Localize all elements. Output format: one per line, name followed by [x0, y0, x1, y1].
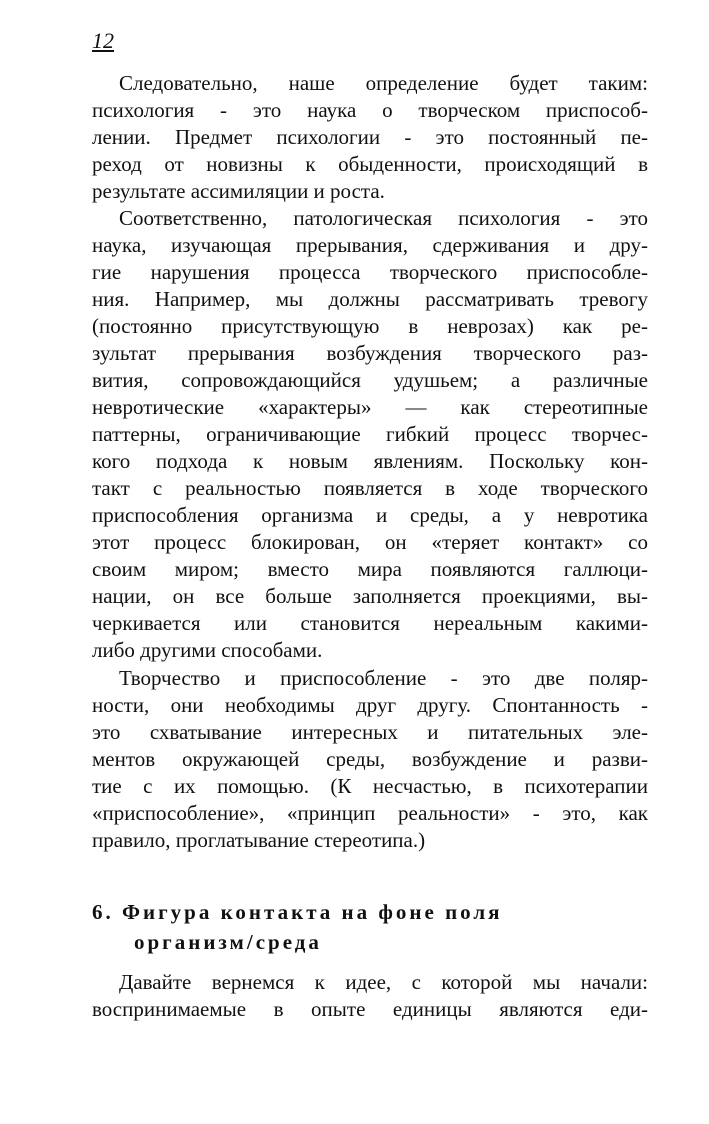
text-line: Соответственно, патологическая психология - это	[119, 206, 648, 230]
text-line: зультат прерывания возбуждения творческого раз-	[92, 341, 648, 365]
text-line: черкивается или становится нереальным какими-	[92, 611, 648, 635]
text-line: вития, сопровождающийся удушьем; а различные	[92, 368, 648, 392]
text-line: этот процесс блокирован, он «теряет контакт» со	[92, 530, 648, 554]
paragraph-1	[92, 70, 648, 205]
page-number: 12	[92, 28, 114, 53]
text-line: тие с их помощью. (К несчастью, в психотерапии	[92, 774, 648, 798]
paragraph-3	[92, 665, 648, 854]
text-line: кого подхода к новым явлениям. Поскольку кон-	[92, 449, 648, 473]
section-heading	[92, 897, 648, 957]
paragraph-2	[92, 205, 648, 664]
text-line: результате ассимиляции и роста.	[92, 179, 385, 203]
text-line: гие нарушения процесса творческого приспособле-	[92, 260, 648, 284]
text-line: приспособления организма и среды, а у невротика	[92, 503, 648, 527]
text-line: ментов окружающей среды, возбуждение и разви-	[92, 747, 648, 771]
text-line: паттерны, ограничивающие гибкий процесс творчес-	[92, 422, 648, 446]
text-line: ния. Например, мы должны рассматривать тревогу	[92, 287, 648, 311]
section-heading-line: организм/среда	[134, 930, 322, 954]
text-line: это схватывание интересных и питательных эле-	[92, 720, 648, 744]
text-line: воспринимаемые в опыте единицы являются еди-	[92, 997, 648, 1021]
text-line: Давайте вернемся к идее, с которой мы начали:	[119, 970, 648, 994]
paragraph-4	[92, 969, 648, 1023]
text-line: Следовательно, наше определение будет таким:	[119, 71, 648, 95]
text-line: невротические «характеры» — как стереотипные	[92, 395, 648, 419]
text-line: лении. Предмет психологии - это постоянный пе-	[92, 125, 648, 149]
text-line: либо другими способами.	[92, 638, 323, 662]
text-line: реход от новизны к обыденности, происходящий в	[92, 152, 648, 176]
text-line: «приспособление», «принцип реальности» - это, как	[92, 801, 648, 825]
text-line: правило, проглатывание стереотипа.)	[92, 828, 426, 852]
text-line: наука, изучающая прерывания, сдерживания и дру-	[92, 233, 648, 257]
text-line: Творчество и приспособление - это две поляр-	[119, 666, 648, 690]
text-line: ности, они необходимы друг другу. Спонтанность -	[92, 693, 648, 717]
text-line: (постоянно присутствующую в неврозах) как ре-	[92, 314, 648, 338]
text-line: своим миром; вместо мира появляются галлюци-	[92, 557, 648, 581]
text-line: такт с реальностью появляется в ходе творческого	[92, 476, 648, 500]
section-heading-line: 6. Фигура контакта на фоне поля	[92, 900, 503, 924]
text-line: психология - это наука о творческом приспособ-	[92, 98, 648, 122]
text-line: нации, он все больше заполняется проекциями, вы-	[92, 584, 648, 608]
